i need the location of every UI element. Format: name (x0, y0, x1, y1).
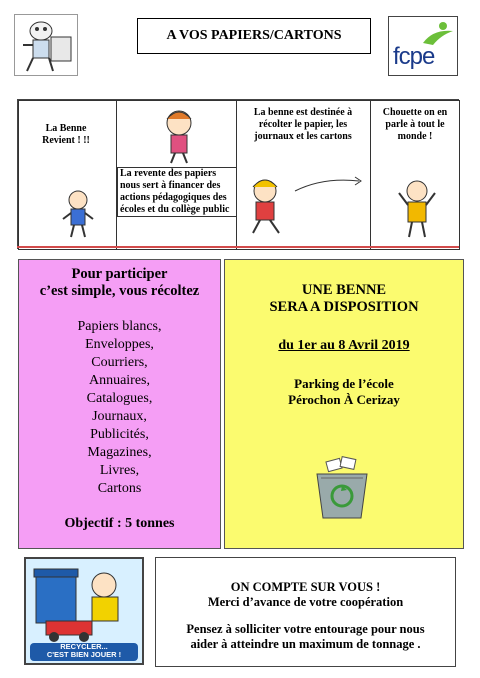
list-item: Courriers, (91, 355, 148, 370)
recycling-illustration (24, 557, 144, 665)
footer-line3: Pensez à solliciter votre entourage pour nous (186, 622, 425, 636)
comic-text-3: La benne est destinée à récolter le papier, les journaux et les cartons (253, 107, 353, 142)
left-heading-line2: c’est simple, vous récoltez (39, 283, 200, 299)
list-item: Livres, (99, 463, 140, 478)
comic-panel-2 (116, 100, 238, 250)
footer-line2: Merci d’avance de votre coopération (207, 595, 404, 609)
strip-underline (17, 246, 459, 248)
page-title: A VOS PAPIERS/CARTONS (137, 18, 371, 54)
list-item: Papiers blancs, (77, 319, 162, 334)
child-icon (397, 179, 437, 241)
dates-text: du 1er au 8 Avril 2019 (278, 338, 410, 353)
recycle-bin-icon (307, 456, 377, 522)
objective-text: Objectif : 5 tonnes (64, 516, 175, 531)
comic-text-2: La revente des papiers nous sert à financer des actions pédagogiques des écoles et du collège public (117, 167, 237, 217)
comic-strip (17, 99, 459, 249)
list-item: Enveloppes, (85, 337, 154, 352)
items-list (19, 318, 220, 498)
comic-text-1: La Benne Revient ! !! (42, 123, 90, 146)
mascot-image (14, 14, 78, 76)
comic-text-4: Chouette on en parle à tout le monde ! (382, 107, 448, 142)
comic-panel-4 (370, 100, 460, 250)
list-item: Cartons (97, 481, 142, 496)
footer-line1: ON COMPTE SUR VOUS ! (230, 580, 381, 594)
dumpster-info-box (224, 259, 464, 549)
list-item: Catalogues, (86, 391, 153, 406)
logo-text: fcpe (393, 43, 435, 70)
footer-message-box (155, 557, 456, 667)
place-line2: Pérochon À Cerizay (288, 392, 400, 407)
left-heading-line1: Pour participer (71, 266, 168, 282)
list-item: Annuaires, (88, 373, 151, 388)
collection-list-box (18, 259, 221, 549)
recycle-caption (30, 643, 138, 659)
child-icon (155, 107, 199, 165)
recycle-caption-line2: C'EST BIEN JOUER ! (46, 650, 122, 659)
fcpe-logo (388, 16, 458, 76)
child-icon (241, 177, 291, 237)
comic-panel-1 (18, 100, 118, 250)
list-item: Magazines, (87, 445, 152, 460)
place-line1: Parking de l’école (294, 376, 394, 391)
comic-panel-3 (236, 100, 372, 250)
footer-line4: aider à atteindre un maximum de tonnage . (190, 637, 421, 651)
list-item: Journaux, (92, 409, 147, 424)
right-heading-line2: SERA A DISPOSITION (269, 299, 419, 315)
child-icon (61, 189, 95, 239)
right-heading-line1: UNE BENNE (301, 282, 387, 298)
list-item: Publicités, (90, 427, 149, 442)
speech-arrow-icon (293, 175, 363, 195)
recycle-caption-line1: RECYCLER... (60, 642, 108, 651)
